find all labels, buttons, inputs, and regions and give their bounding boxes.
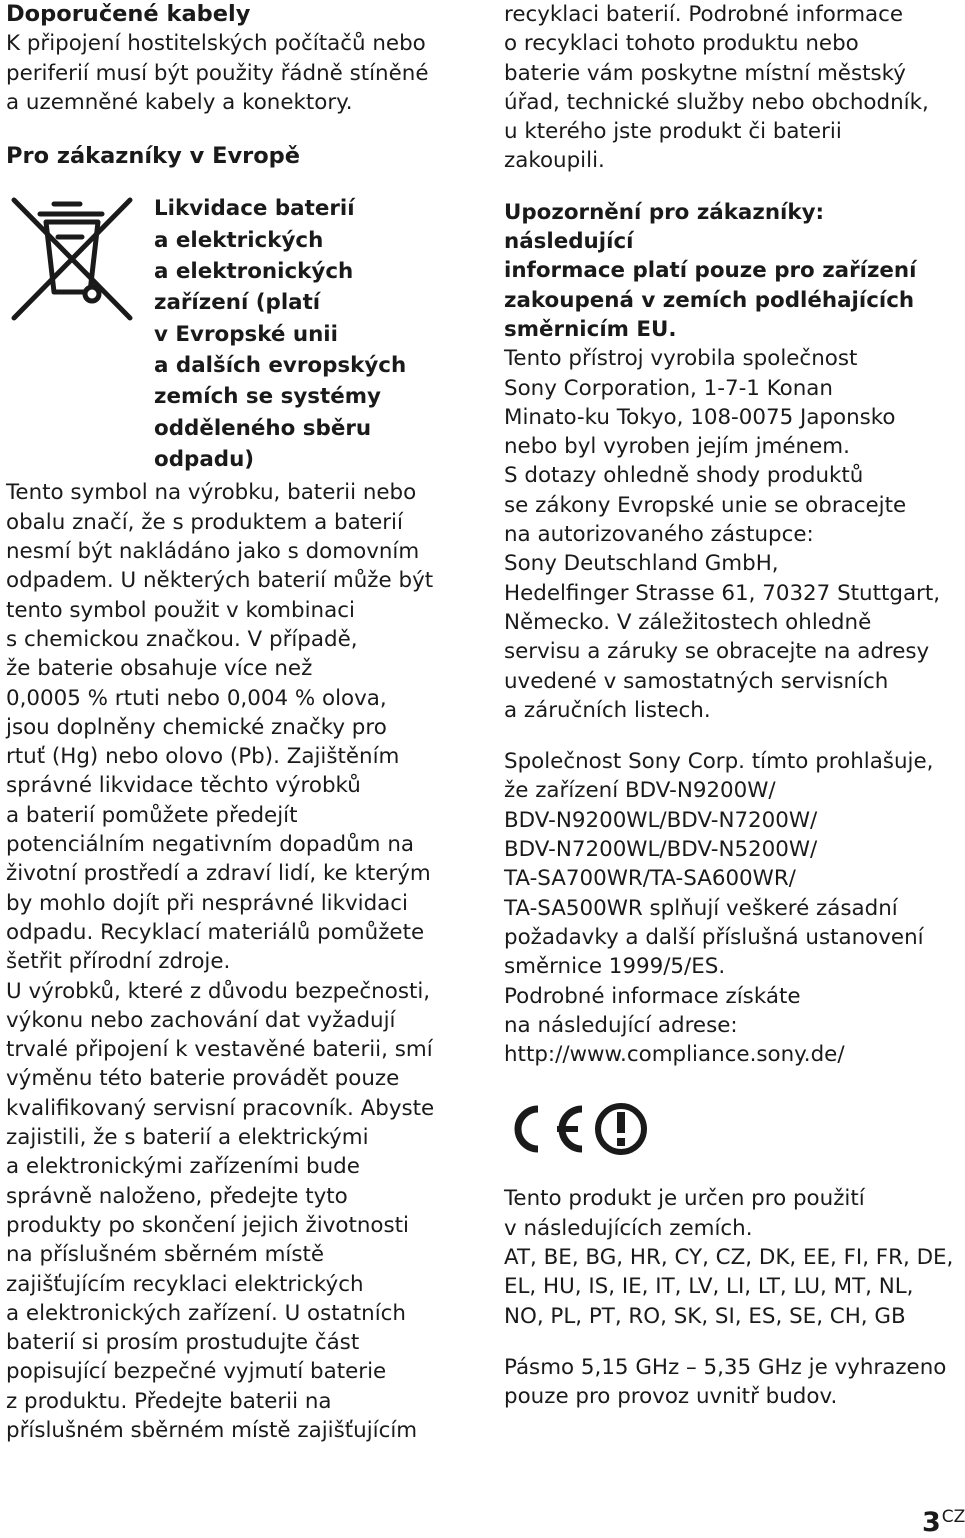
weee-section — [6, 192, 476, 478]
page-number: $3^{CZ}$ — [922, 1507, 965, 1538]
ce-marking — [504, 1099, 956, 1165]
countries-text: Tento produkt je určen pro použití v následujících zemích. AT, BE, BG, HR, CY, CZ, DK, EE, FI, FR, DE, EL, HU, IS, IE, IT, LV, LI, LT, LU, MT, NL, NO, PL, PT, RO, SK, SI, ES, SE, CH, GB — [504, 1186, 954, 1329]
cables-heading: Doporučené kabely — [6, 1, 251, 27]
left-column — [6, 0, 476, 1445]
weee-title: Likvidace baterií a elektrických a elektronických zařízení (platí v Evropské unii a dalších evropských zemích se systémy odděleného sběru odpadu) — [154, 196, 407, 472]
europe-heading: Pro zákazníky v Evropě — [6, 143, 301, 170]
manufacturer-text: Tento přístroj vyrobila společnost Sony Corporation, 1-7-1 Konan Minato-ku Tokyo, 108-0075 Japonsko nebo byl vyroben jejím jménem. S dotazy ohledně shody produktů se zákony Evropské unie se obracejte na autorizovaného zástupce: Sony Deutschland GmbH, Hedelfinger Strasse 61, 70327 Stuttgart, Německo. V záležitostech ohledně servisu a záruky se obracejte na adresy uvedené v samostatných servisních a záručních listech. — [504, 346, 941, 723]
frequency-band-text: Pásmo 5,15 GHz – 5,35 GHz je vyhrazeno pouze pro provoz uvnitř budov. — [504, 1354, 947, 1410]
recycling-continued-text: recyklaci baterií. Podrobné informace o recyklaci tohoto produktu nebo baterie vám poskytne místní městský úřad, technické služby nebo obchodník, u kterého jste produkt či baterii zakoupili. — [504, 2, 929, 174]
eu-notice-heading: Upozornění pro zákazníky: následující informace platí pouze pro zařízení zakoupená v zemích podléhajících směrnicím EU. — [504, 199, 917, 342]
crossed-out-wheeled-bin-icon — [10, 192, 134, 322]
weee-text: Tento symbol na výrobku, baterii nebo obalu značí, že s produktem a baterií nesmí být nakládáno jako s domovním odpadem. U některých baterií může být tento symbol použit v kombinaci s chemickou značkou. V případě, že baterie obsahuje více než 0,0005 % rtuti nebo 0,004 % olova, jsou doplněny chemické značky pro rtuť (Hg) nebo olovo (Pb). Zajištěním správné likvidace těchto výrobků a baterií pomůžete předejít potenciálním negativním dopadům na životní prostředí a zdraví lidí, ke kterým by mohlo dojít při nesprávné likvidaci odpadu. Recyklací materiálů pomůžete šetřit přírodní zdroje. U výrobků, které z důvodu bezpečnosti, výkonu nebo zachování dat vyžadují trvalé připojení k vestavěné baterii, smí výměnu této baterie provádět pouze kvalifikovaný servisní pracovník. Abyste zajistili, že s baterií a elektrickými a elektronickými zařízeními bude správně naloženo, předejte tyto produkty po skončení jejich životnosti na příslušném sběrném místě zajišťujícím recyklaci elektrických a elektronických zařízení. U ostatních baterií si prosím prostudujte část popisující bezpečné vyjmutí baterie z produktu. Předejte baterii na příslušném sběrném místě zajišťujícím — [6, 480, 435, 1443]
right-column — [504, 0, 956, 1411]
page-language: CZ — [941, 1507, 965, 1527]
cables-text: K připojení hostitelských počítačů nebo periferií musí být použity řádně stíněné a uzemněné kabely a konektory. — [6, 31, 429, 115]
ce-alert-mark-icon — [504, 1099, 654, 1159]
declaration-text: Společnost Sony Corp. tímto prohlašuje, že zařízení BDV-N9200W/ BDV-N9200WL/BDV-N7200W/ BDV-N7200WL/BDV-N5200W/ TA-SA700WR/TA-SA600WR/ TA-SA500WR splňují veškeré zásadní požadavky a další příslušná ustanovení směrnice 1999/5/ES. Podrobné informace získáte na následující adrese: http://www.compliance.sony.de/ — [504, 749, 934, 1068]
